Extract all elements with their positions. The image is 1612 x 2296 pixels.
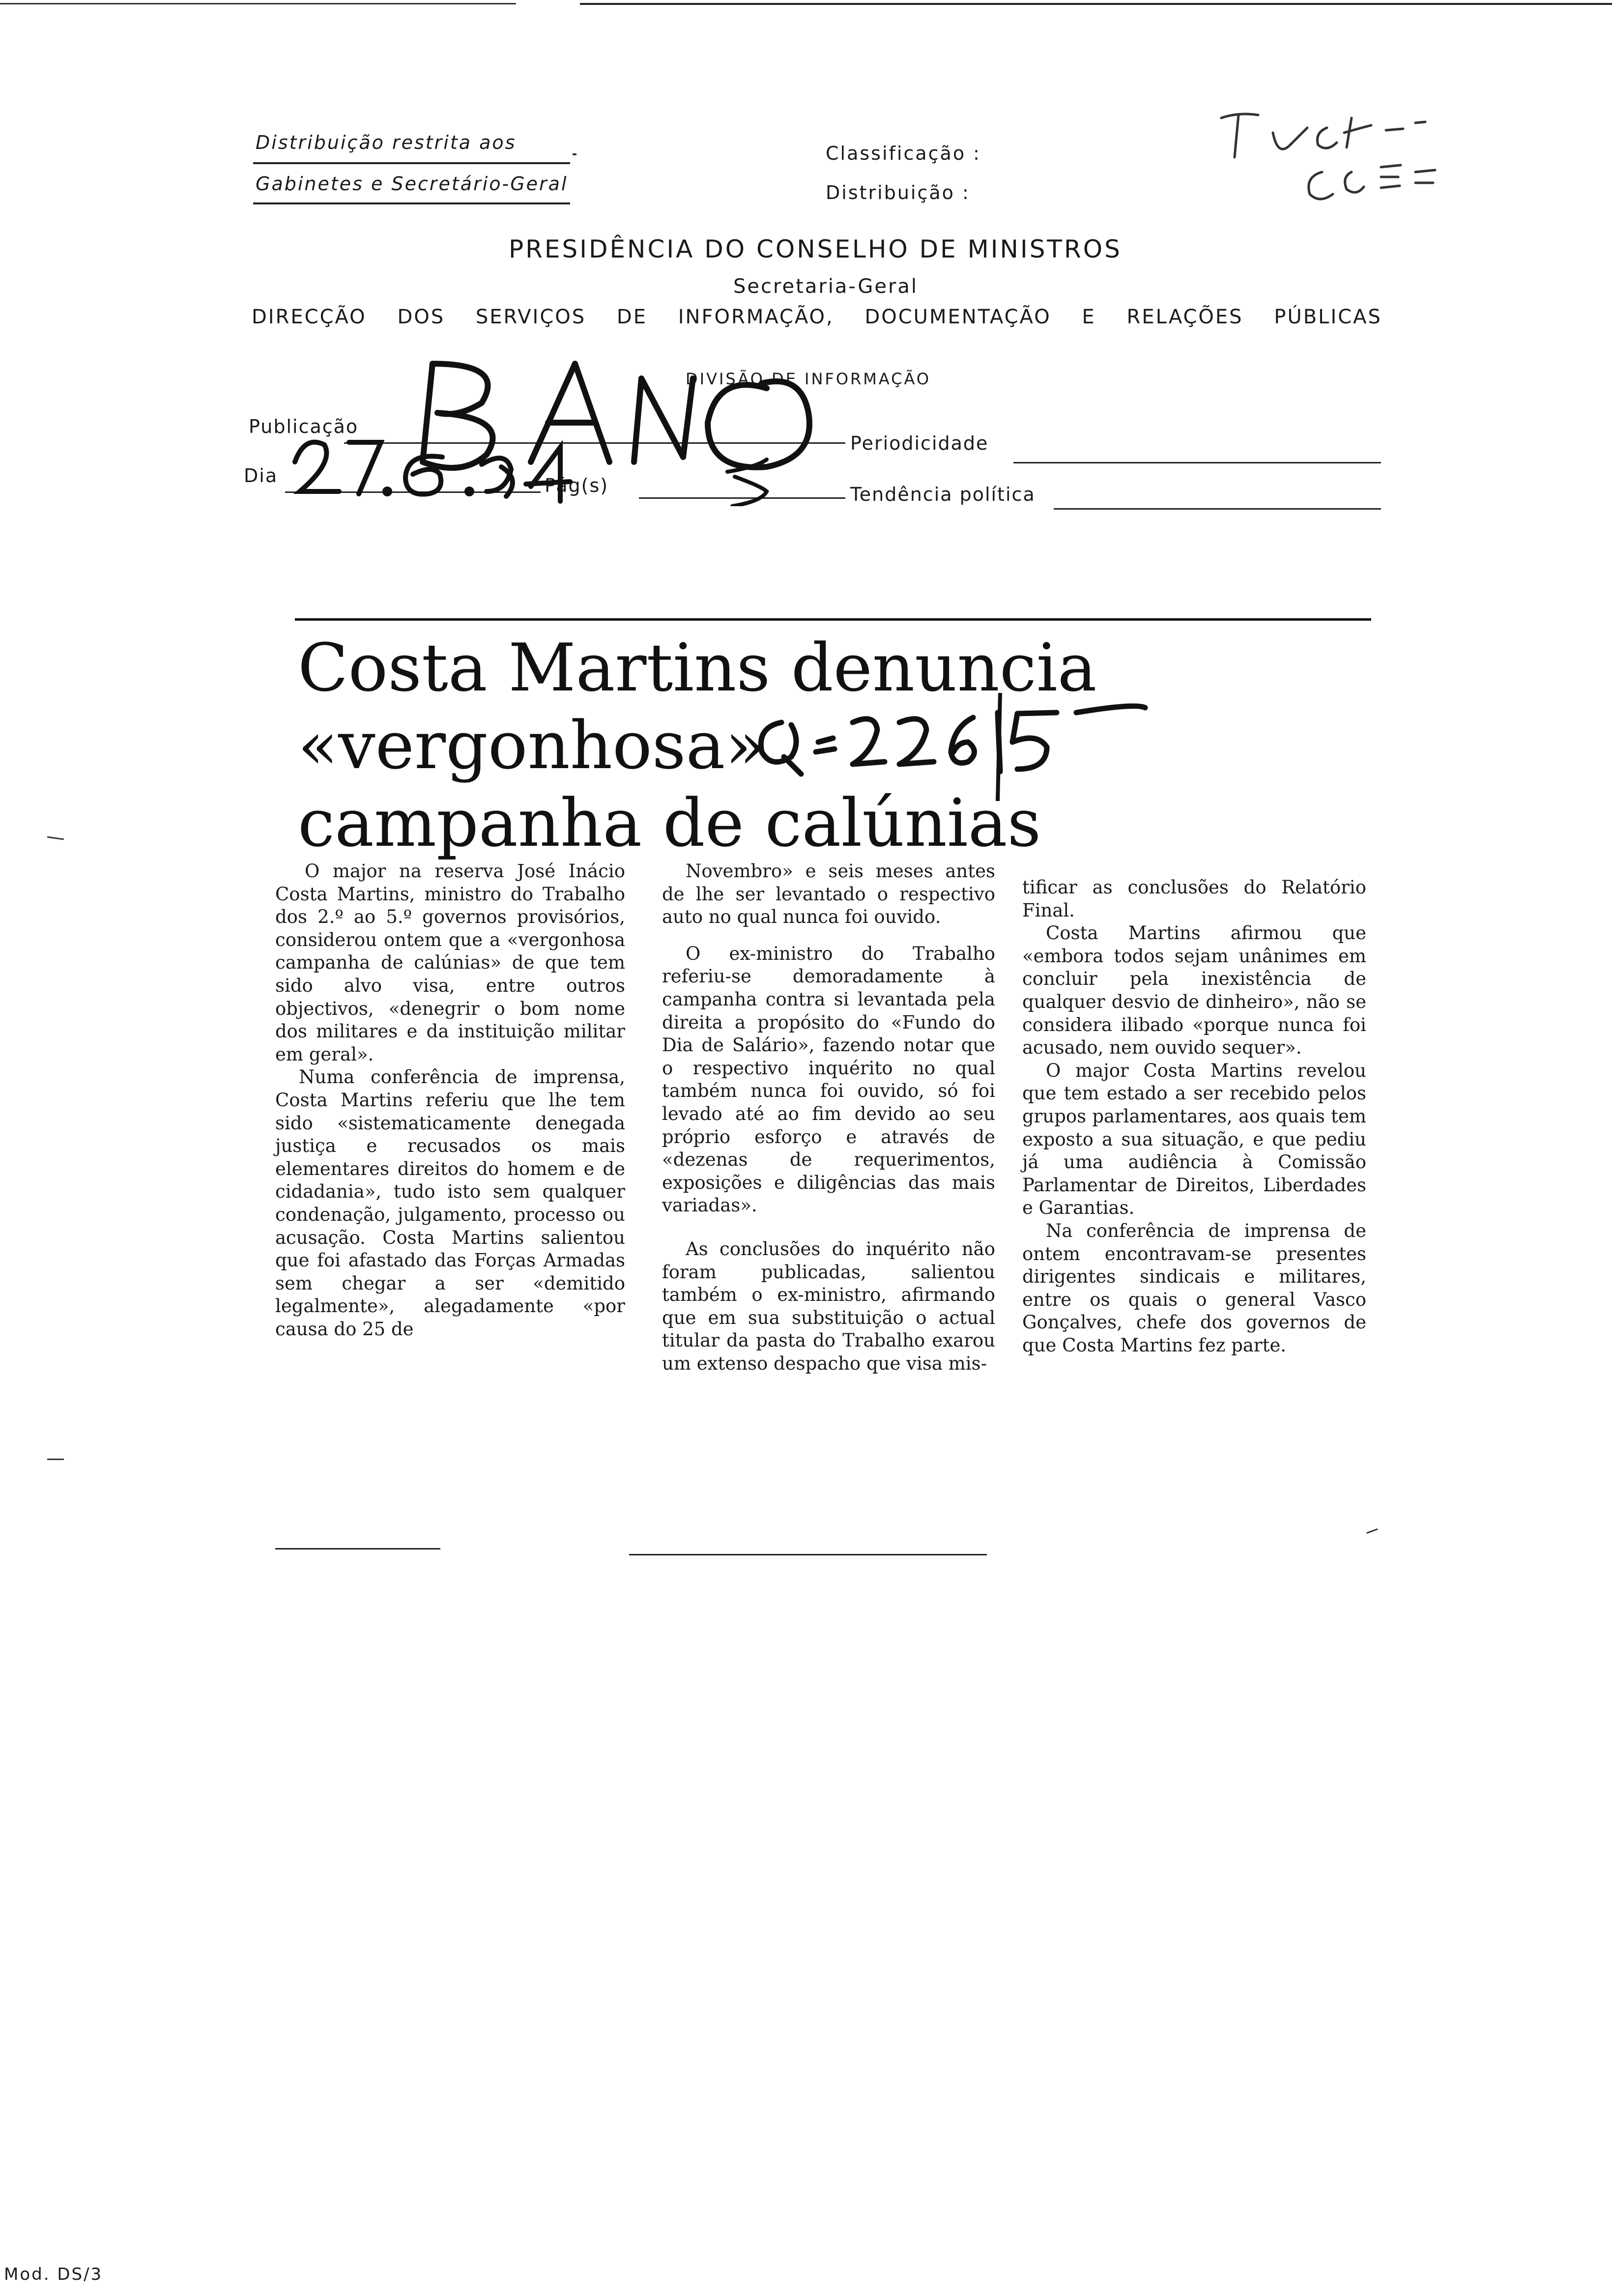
periodicidade-line — [1013, 462, 1381, 463]
direccao-word: PÚBLICAS — [1274, 306, 1382, 328]
paragraph: Costa Martins afirmou que «embora todos sejam unânimes em concluir pela inexistência de qualquer desvio de dinheiro», não se considera ilibado «porque nunca foi acusado, nem ouvido sequer». — [1022, 922, 1366, 1059]
publicacao-label: Publicação — [249, 416, 359, 437]
top-edge-rule — [580, 3, 1612, 5]
direccao-word: DOS — [397, 306, 445, 328]
paragraph: Na conferência de imprensa de ontem encontravam-se presentes dirigentes sindicais e militares, entre os quais o general Vasco Gonçalves, chefe dos governos de que Costa Martins fez parte. — [1022, 1220, 1366, 1356]
column-end-rule — [275, 1548, 440, 1550]
restriction-underline-2 — [253, 202, 570, 204]
paragraph: O major Costa Martins revelou que tem estado a ser recebido pelos grupos parlamentares, aos quais tem exposto a sua situação, e que pediu já uma audiência à Comissão Parlamentar de Direitos, Liberdades e Garantias. — [1022, 1060, 1366, 1219]
divisao-informacao: DIVISÃO DE INFORMAÇÃO — [686, 370, 931, 388]
pags-label: Pág(s) — [545, 475, 609, 496]
direccao-word: INFORMAÇÃO, — [678, 306, 834, 328]
secretaria-geral: Secretaria-Geral — [733, 275, 919, 298]
margin-mark — [1366, 1528, 1378, 1534]
tendencia-line — [1054, 508, 1381, 510]
headline-line-2: «vergonhosa» — [298, 707, 766, 784]
direccao-word: E — [1082, 306, 1096, 328]
paragraph: Novembro» e seis meses antes de lhe ser levantado o respectivo auto no qual nunca foi ouvido. — [662, 861, 995, 928]
restriction-underline-1 — [253, 162, 570, 164]
handwritten-publication-stamp — [275, 344, 845, 506]
form-code: Mod. DS/3 — [4, 2265, 103, 2284]
periodicidade-label: Periodicidade — [850, 432, 989, 454]
headline-line-1: Costa Martins denuncia — [298, 630, 1097, 706]
restriction-dot — [573, 153, 576, 155]
margin-mark — [47, 836, 64, 840]
direccao-word: DE — [616, 306, 647, 328]
paragraph: As conclusões do inquérito não foram publicadas, salientou também o ex-ministro, afirmando que em sua substituição o actual titular da pasta do Trabalho exarou um extenso despacho que visa mis- — [662, 1238, 995, 1374]
restriction-line-1: Distribuição restrita aos — [256, 132, 517, 153]
paragraph: O major na reserva José Inácio Costa Martins, ministro do Trabalho dos 2.º ao 5.º governos provisórios, considerou ontem que a «vergonhosa campanha de calúnias» de que tem sido alvo visa, entre outros objectivos, «denegrir o bom nome dos militares e da instituição militar em geral». — [275, 861, 625, 1065]
paragraph: tificar as conclusões do Relatório Final. — [1022, 877, 1366, 921]
column-end-rule — [629, 1554, 987, 1555]
margin-mark — [47, 1459, 64, 1460]
top-edge-rule-left — [0, 3, 516, 4]
tendencia-label: Tendência política — [850, 484, 1036, 505]
direccao-word: DOCUMENTAÇÃO — [864, 306, 1051, 328]
paragraph: O ex-ministro do Trabalho referiu-se demoradamente à campanha contra si levantada pela direita a propósito do «Fundo do Dia de Salário», fazendo notar que o respectivo inquérito no qual também nunca foi ouvido, só foi levado até ao fim devido ao seu próprio esforço e através de «dezenas de requerimentos, exposições e diligências das mais variadas». — [662, 943, 995, 1216]
distribuicao-label: Distribuição : — [826, 182, 970, 203]
handwritten-reference — [752, 683, 1155, 811]
direccao-title — [252, 306, 1382, 328]
classificacao-label: Classificação : — [826, 143, 981, 164]
dia-label: Dia — [244, 465, 278, 487]
paragraph: Numa conferência de imprensa, Costa Martins referiu que lhe tem sido «sistematicamente denegada justiça e recusados os mais elementares direitos do homem e de cidadania», tudo isto sem qualquer condenação, julgamento, processo ou acusação. Costa Martins salientou que foi afastado das Forças Armadas sem chegar a ser «demitido legalmente», alegadamente «por causa do 25 de — [275, 1066, 625, 1340]
direccao-word: SERVIÇOS — [475, 306, 586, 328]
headline-line-3: campanha de calúnias — [298, 785, 1041, 861]
direccao-word: DIRECÇÃO — [252, 306, 367, 328]
article-column-1 — [275, 860, 625, 1341]
article-column-3 — [1022, 876, 1366, 1357]
institution-name: PRESIDÊNCIA DO CONSELHO DE MINISTROS — [509, 235, 1122, 263]
article-column-2 — [662, 860, 995, 1375]
article-top-rule — [295, 618, 1371, 621]
handwritten-note — [1204, 98, 1460, 226]
direccao-word: RELAÇÕES — [1126, 306, 1243, 328]
restriction-line-2: Gabinetes e Secretário-Geral — [256, 173, 568, 195]
